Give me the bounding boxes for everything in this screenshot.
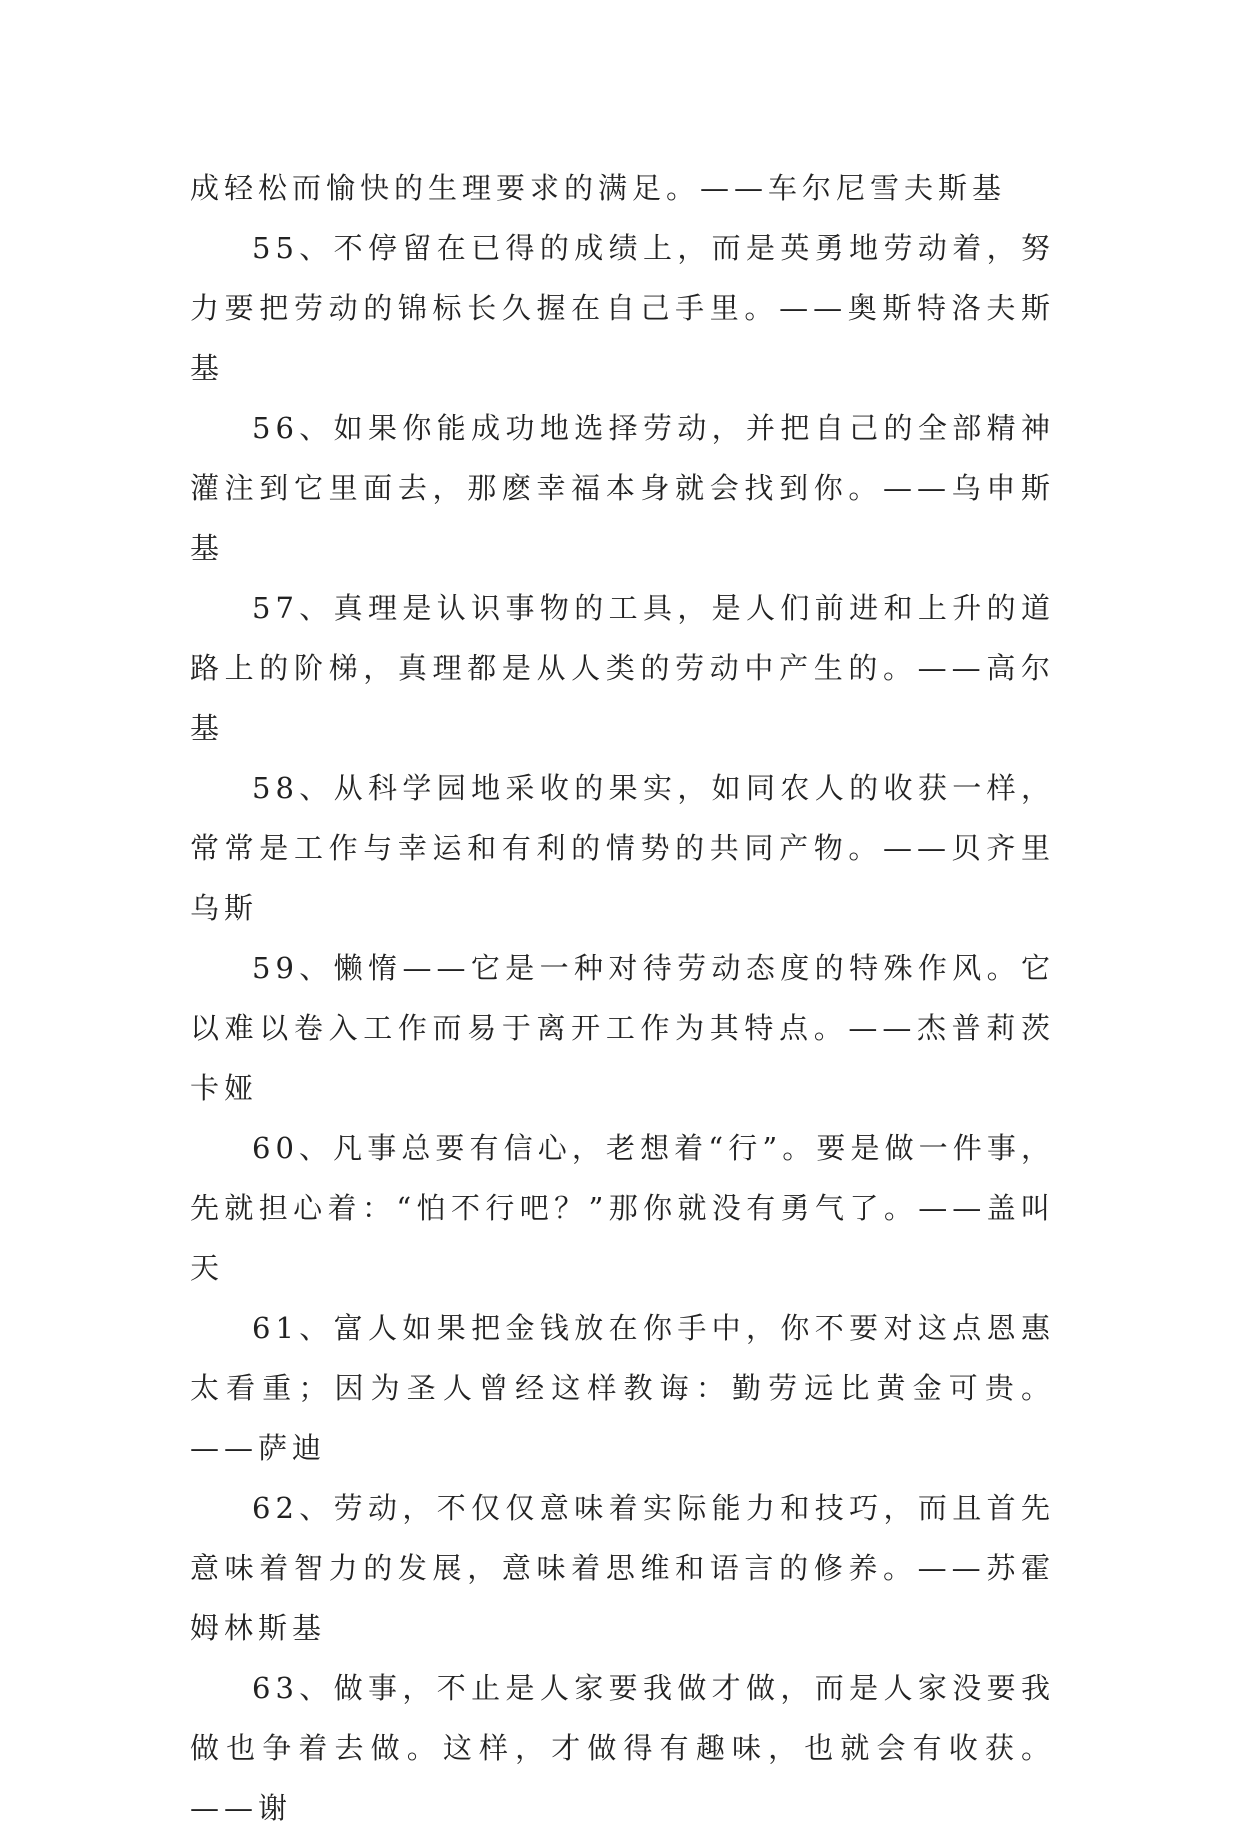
paragraph-quote-60: 60、凡事总要有信心，老想着“行”。要是做一件事，先就担心着：“怕不行吧？”那你就没有勇气了。——盖叫天 xyxy=(190,1131,1055,1285)
paragraph-quote-55: 55、不停留在已得的成绩上，而是英勇地劳动着，努力要把劳动的锦标长久握在自己手里。——奥斯特洛夫斯基 xyxy=(190,231,1055,385)
paragraph-quote-61: 61、富人如果把金钱放在你手中，你不要对这点恩惠太看重；因为圣人曾经这样教诲：勤劳远比黄金可贵。——萨迪 xyxy=(190,1311,1055,1465)
paragraph-quote-56: 56、如果你能成功地选择劳动，并把自己的全部精神灌注到它里面去，那麽幸福本身就会找到你。——乌申斯基 xyxy=(190,411,1055,565)
paragraph-continued-quote: 成轻松而愉快的生理要求的满足。——车尔尼雪夫斯基 xyxy=(190,171,1007,205)
paragraph-quote-59: 59、懒惰——它是一种对待劳动态度的特殊作风。它以难以卷入工作而易于离开工作为其特点。——杰普莉茨卡娅 xyxy=(190,951,1055,1105)
paragraph-quote-58: 58、从科学园地采收的果实，如同农人的收获一样，常常是工作与幸运和有利的情势的共同产物。——贝齐里乌斯 xyxy=(190,771,1055,925)
paragraph-quote-63: 63、做事，不止是人家要我做才做，而是人家没要我做也争着去做。这样，才做得有趣味，也就会有收获。——谢 xyxy=(190,1671,1055,1825)
paragraph-quote-62: 62、劳动，不仅仅意味着实际能力和技巧，而且首先意味着智力的发展，意味着思维和语言的修养。——苏霍姆林斯基 xyxy=(190,1491,1055,1645)
document-body xyxy=(190,158,1055,1838)
paragraph-quote-57: 57、真理是认识事物的工具，是人们前进和上升的道路上的阶梯，真理都是从人类的劳动中产生的。——高尔基 xyxy=(190,591,1055,745)
